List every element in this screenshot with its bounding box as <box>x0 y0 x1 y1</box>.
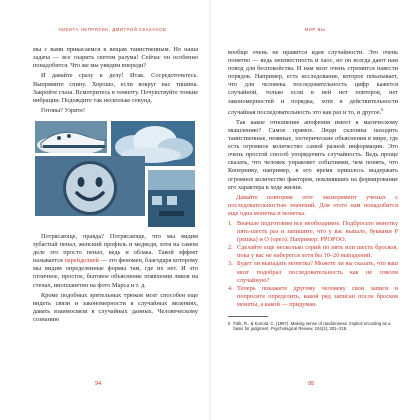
step-number: 1. <box>228 219 233 227</box>
page-number-right: 95 <box>308 381 315 387</box>
footnote-number: 6 <box>228 320 231 326</box>
pareidolia-photo-collage <box>35 121 195 227</box>
pareidolia-term: парейдолией <box>64 257 99 265</box>
footnote <box>228 321 398 332</box>
exercise-intro: Давайте повторим этот эксперимент ученых с последовательностью значений. Для этого нам понадобится еще одна монетка и монетка. <box>228 193 398 217</box>
left-paragraph-3: Готовы? Узрите! <box>41 106 86 114</box>
left-running-head: НИКИТА НЕПРЯХИН, ДМИТРИЙ СКАКУНОВ <box>58 27 167 32</box>
footnote-text: Falk, R., & Konold, C. (1997). Making sense of randomness: Implicit encoding as a basis for judgment. Psychological Review, 104(2), 301–318. <box>233 320 391 332</box>
step-text: Сделайте еще несколько серий по пять или шесть бросков, пока у вас не наберется хотя бы 10–20 выпадений. <box>237 244 398 260</box>
step-text: Теперь покажите другому человеку свои записи и попросите определить, какой ряд записан после бросков монеты, а какой — придуман. <box>237 284 398 308</box>
photo-shoe-face <box>35 121 107 153</box>
pareidolia-lead-text: Потрясающе, правда? Потрясающе, что мы видим зубастый пенал, женский профиль и медведя, хотя на самом деле это просто пенал, ведь и облака. Такой эффект называется <box>33 232 198 265</box>
right-paragraph-1-text: вообще очень не нравится идея случайности. Это очень понятно — ведь неизвестность и хаос, но он всегда дают нам повод для беспокойства. И нам мозг очень стремится навести порядок. Например, есть исследование, которое показывает, что для человека последовательность цифр кажется случайной, только если в ней нет повторов, нет закономерностей и порядка, хотя в действительности случайная последовательность это как раз и то, и другое. <box>228 49 398 116</box>
photo-smiling-face <box>35 156 145 216</box>
exercise-step <box>228 244 398 260</box>
right-running-head: МИР ВЫ <box>304 27 326 32</box>
left-paragraph-2: И давайте сразу к делу! Итак. Сосредоточьтесь. Выпрямите спину. Хорошо, если вокруг вас тишина. Закройте глаза. Всмотритесь в темноту. Почувствуйте тонкие вибрации. Подождите так несколько секунд. <box>33 72 198 104</box>
pareidolia-rest-text: — это феномен, благодаря которому мы видим определенные формы там, где их нет. И это отличное, простое, бытовое объяснение появления ликов на стенах, инопланетян на фото Марса и т. д. <box>33 257 198 289</box>
left-paragraph-1: мы с вами прикасаемся к вещам таинственным. Но наша задача — все озарить светом разума! Сейчас он особенно понадобится. Что же мы увидим впереди? <box>33 46 198 70</box>
step-number: 4. <box>228 284 233 292</box>
step-number: 3. <box>228 260 233 268</box>
footnote-reference: 6 <box>381 106 384 112</box>
step-number: 2. <box>228 244 233 252</box>
right-page <box>210 0 420 420</box>
step-text: Вначале подготовим все необходимое. Подбросьте монетку пять-шесть раз и запишите, что у вас выпало, буквами Р (решка) и О (орел). Например: РРОРОО. <box>237 219 398 244</box>
exercise-steps <box>228 220 398 309</box>
exercise-step <box>228 260 398 284</box>
exercise-step <box>228 285 398 309</box>
page-number-left: 94 <box>95 381 102 387</box>
footnote-divider <box>228 316 268 317</box>
right-paragraph-1 <box>228 49 398 117</box>
right-paragraph-2: Так какое отношение апофения имеет к магическому мышлению? Самое прямое. Люди склонны находить таинственные, неявные, эзотерические объяснения в мире, где есть огромное количество самой разной информации. Это очень простой способ упорядочить случайность. Ведь проще сказать, что человек управляет событиями, чем понять, что Копернику, например, в его время пришлось выдержать огромное количество факторов, повлиявших на формирование его характера в ходе жизни. <box>228 118 398 191</box>
left-paragraph-5: Кроме подобных зрительных трюков мозг способен еще видеть связи и закономерности в случайных явлениях, давать взаимосвязи в случайных данных. Человеческому сознанию <box>33 291 198 323</box>
photo-building <box>148 170 195 227</box>
step-text: Будет ли выпадать монетка? Можете ли вы сказать, что ваш мозг подобрал последовательность как не совсем случайную? <box>237 260 398 284</box>
left-paragraph-4 <box>33 233 198 290</box>
exercise-step <box>228 220 398 244</box>
